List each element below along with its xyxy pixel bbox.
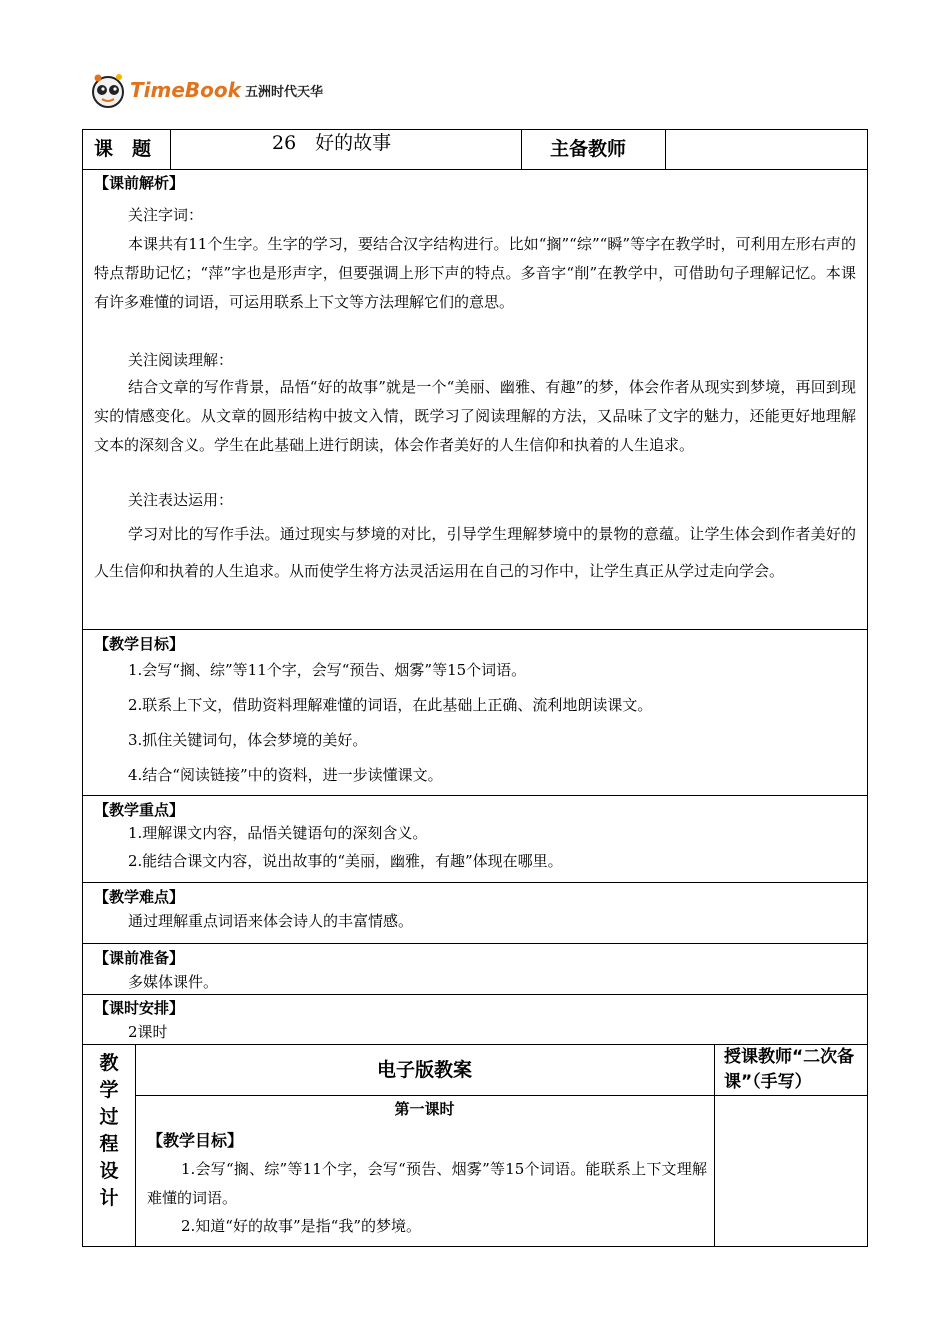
logo (88, 70, 323, 110)
process-side-label (97, 1050, 121, 1212)
preparation-text: 多媒体课件。 (128, 973, 219, 991)
difficulties-text: 通过理解重点词语来体会诗人的丰富情感。 (128, 912, 414, 930)
difficulties-heading: 【教学难点】 (94, 888, 185, 906)
lesson-plan-table (82, 129, 868, 1247)
key-point-item: 2.能结合课文内容，说出故事的“美丽，幽雅，有趣”体现在哪里。 (128, 852, 563, 870)
analysis-p6: 学习对比的写作手法。通过现实与梦境的对比，引导学生理解梦境中的景物的意蕴。让学生体会到作者美好的人生信仰和执着的人生追求。从而使学生将方法灵活运用在自己的习作中，让学生真正从学过走向学会。 (94, 525, 856, 580)
side-char: 计 (99, 1187, 119, 1209)
logo-icon (88, 70, 128, 110)
preparation-heading: 【课前准备】 (94, 949, 185, 967)
analysis-heading: 【课前解析】 (94, 174, 185, 192)
logo-text-en: TimeBook (130, 78, 241, 102)
objective-item: 1.会写“搁、综”等11个字，会写“预告、烟雾”等15个词语。 (128, 661, 527, 679)
objective-item: 4.结合“阅读链接”中的资料，进一步读懂课文。 (128, 766, 443, 784)
column-header-right: 授课教师“二次备课”（手写） (724, 1047, 855, 1092)
objective-item: 3.抓住关键词句，体会梦境的美好。 (128, 731, 368, 749)
side-char: 过 (99, 1106, 119, 1128)
analysis-p1: 关注字词： (128, 206, 204, 224)
column-header-main: 电子版教案 (376, 1059, 472, 1081)
objectives-heading: 【教学目标】 (94, 635, 185, 653)
schedule-text: 2课时 (128, 1023, 168, 1041)
teacher-label: 主备教师 (550, 138, 627, 160)
analysis-p3: 关注阅读理解： (128, 351, 234, 369)
logo-text-cn: 五洲时代天华 (244, 84, 323, 100)
process-objective-1: 1.会写“搁、综”等11个字，会写“预告、烟雾”等15个词语。能联系上下文理解难懂的词语。 (147, 1160, 707, 1207)
process-objectives-heading: 【教学目标】 (147, 1131, 244, 1150)
analysis-p4: 结合文章的写作背景，品悟“好的故事”就是一个“美丽、幽雅、有趣”的梦，体会作者从现实到梦境，再回到现实的情感变化。从文章的圆形结构中披文入情，既学习了阅读理解的方法，又品味了文字的魅力，还能更好地理解文本的深刻含义。学生在此基础上进行朗读，体会作者美好的人生信仰和执着的人生追求。 (94, 378, 856, 454)
title-label: 课 题 (94, 138, 152, 160)
side-char: 教 (99, 1052, 119, 1074)
analysis-p2: 本课共有11个生字。生字的学习，要结合汉字结构进行。比如“搁”“综”“瞬”等字在教学时，可利用左形右声的特点帮助记忆；“萍”字也是形声字，但要强调上形下声的特点。多音字“削”在教学中，可借助句子理解记忆。本课有许多难懂的词语，可运用联系上下文等方法理解它们的意思。 (94, 235, 856, 311)
side-char: 设 (99, 1160, 119, 1182)
lesson-title: 26 好的故事 (272, 132, 392, 154)
side-char: 程 (99, 1133, 119, 1155)
lesson-period-title: 第一课时 (394, 1100, 455, 1118)
objective-item: 2.联系上下文，借助资料理解难懂的词语，在此基础上正确、流利地朗读课文。 (128, 696, 653, 714)
process-objective-2: 2.知道“好的故事”是指“我”的梦境。 (181, 1217, 421, 1235)
schedule-heading: 【课时安排】 (94, 999, 185, 1017)
analysis-p5: 关注表达运用： (128, 491, 234, 509)
key-points-heading: 【教学重点】 (94, 801, 185, 819)
side-char: 学 (99, 1079, 119, 1101)
key-point-item: 1.理解课文内容，品悟关键语句的深刻含义。 (128, 824, 428, 842)
